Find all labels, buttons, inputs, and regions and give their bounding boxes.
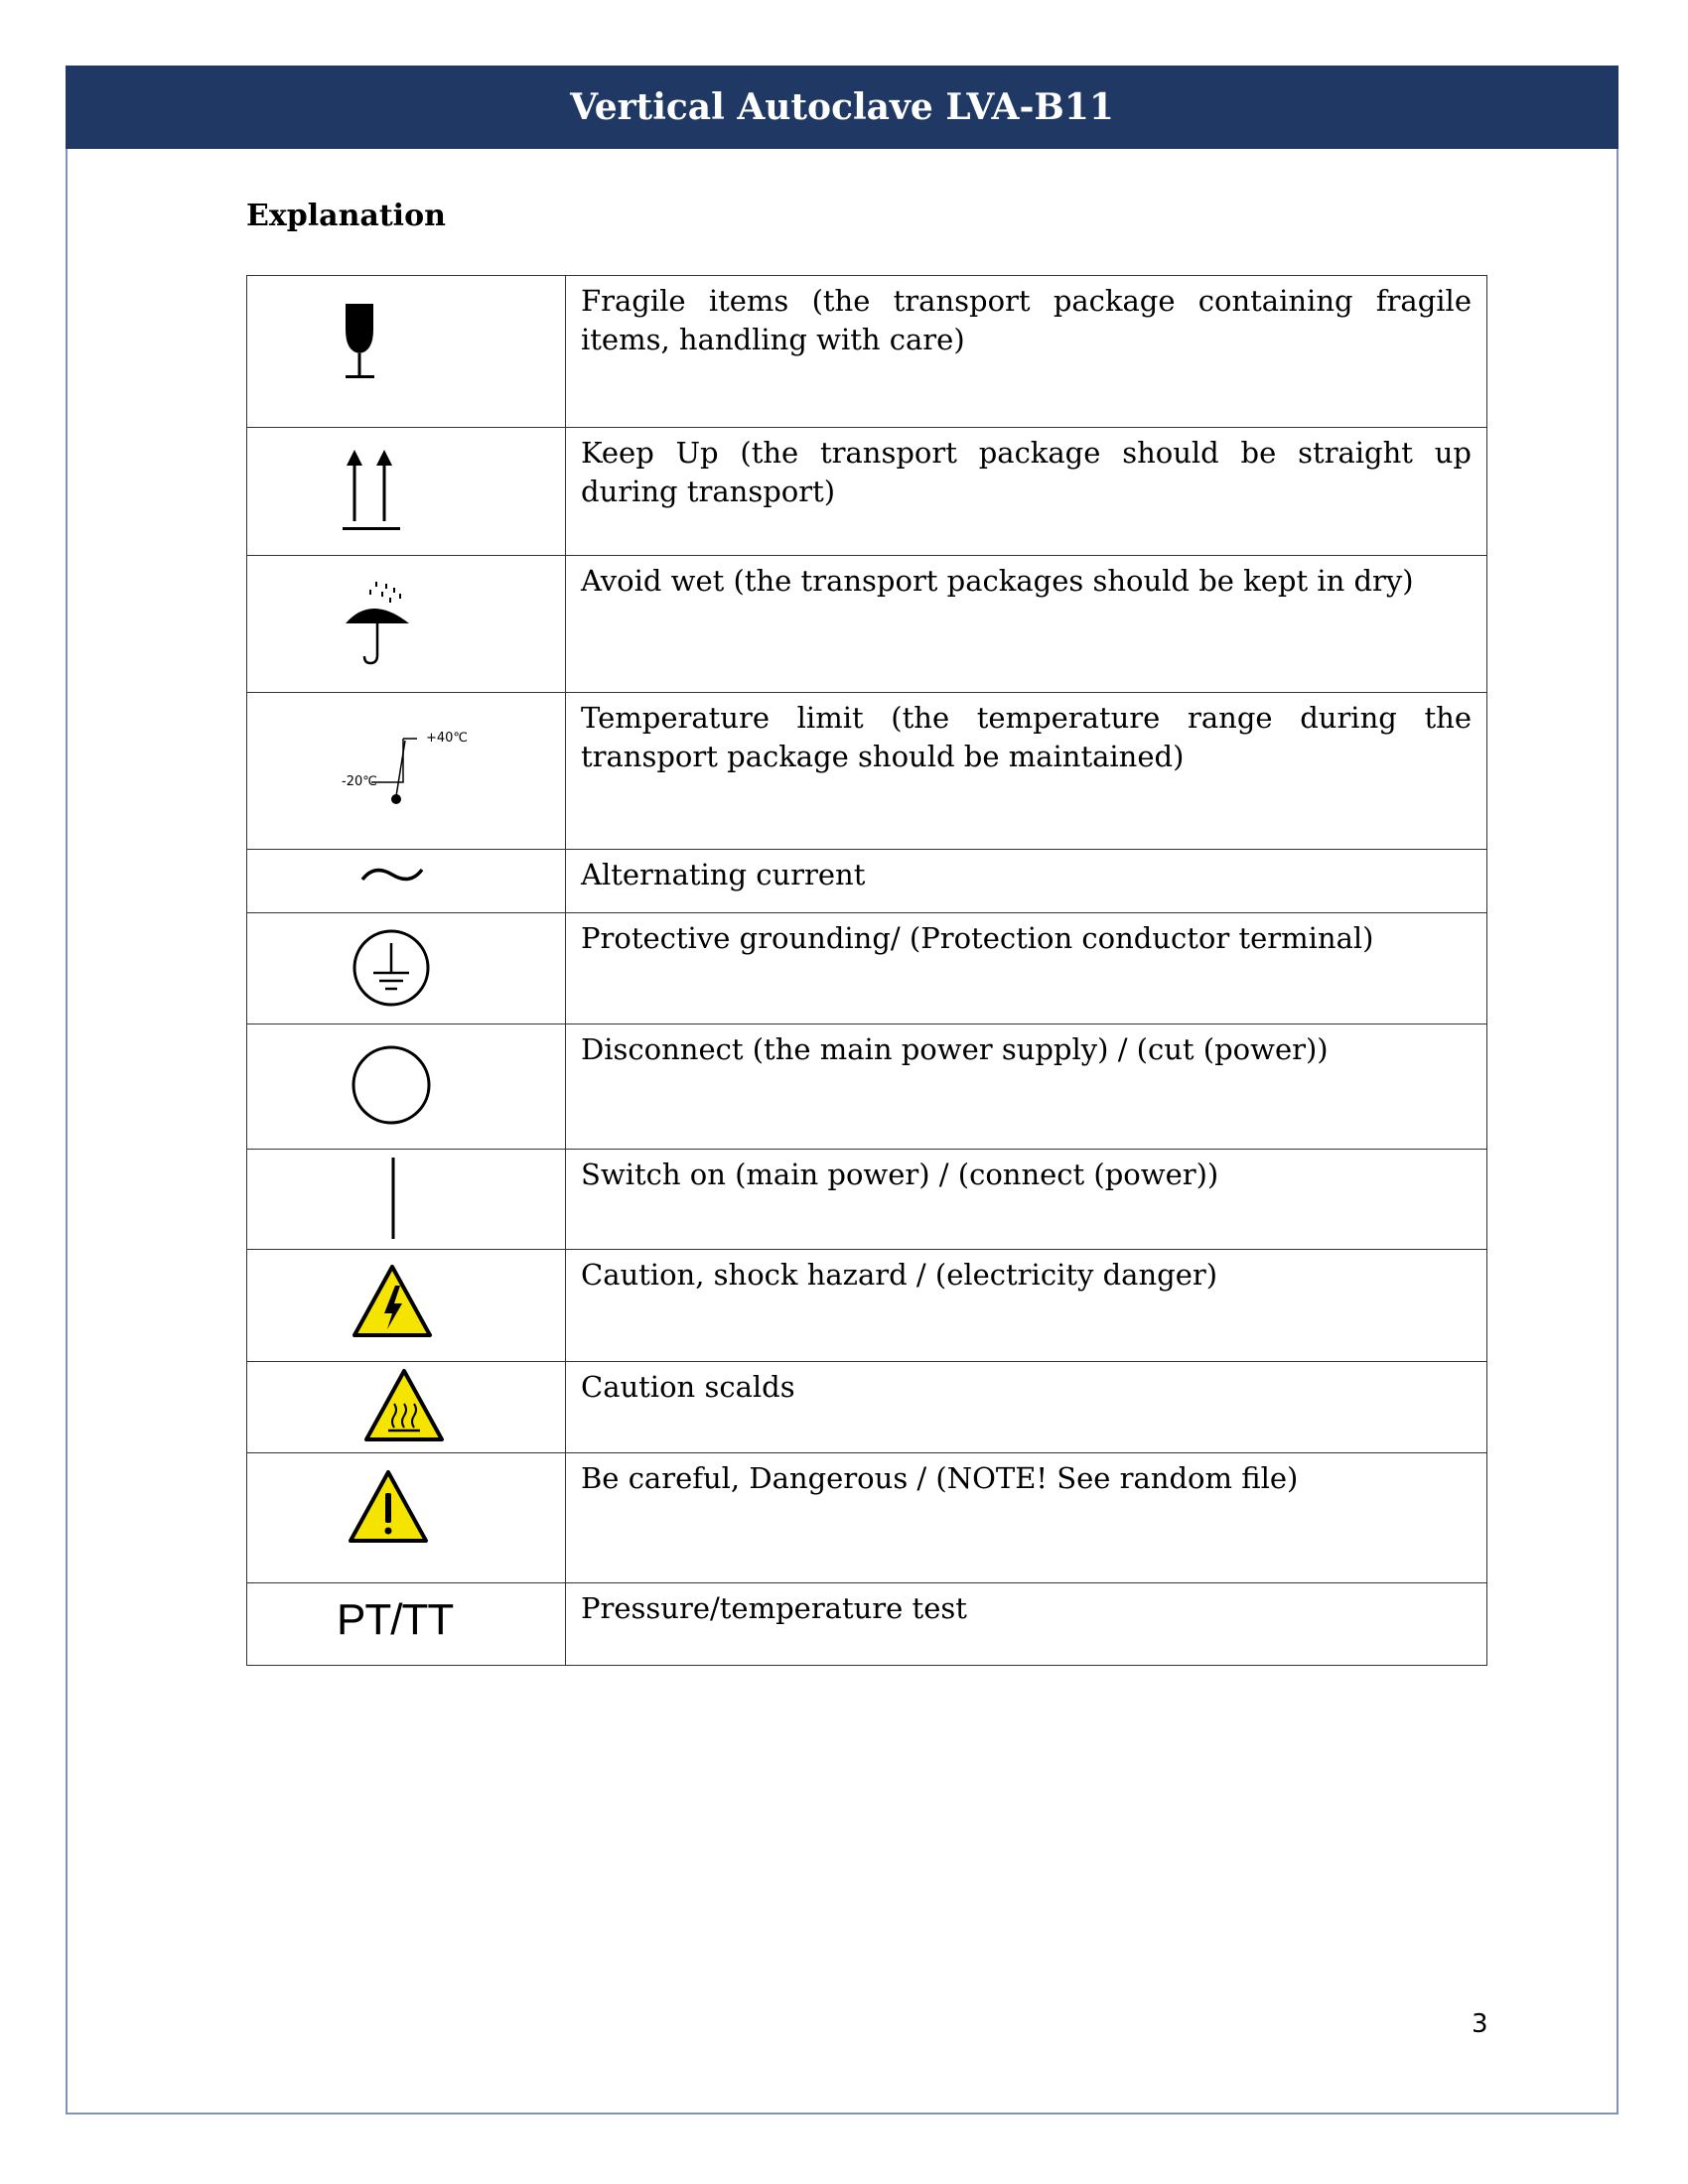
this-way-up-arrows-icon (343, 448, 412, 537)
document-header (66, 66, 1618, 149)
symbol-cell (247, 850, 566, 913)
symbol-description: Alternating current (566, 850, 1487, 913)
symbol-cell (247, 428, 566, 556)
symbol-cell (247, 1583, 566, 1666)
symbol-description: Temperature limit (the temperature range during the transport package should be maintained) (566, 693, 1487, 850)
table-row (247, 693, 1487, 850)
symbols-table (246, 275, 1487, 1666)
table-row (247, 913, 1487, 1024)
symbol-description: Disconnect (the main power supply) / (cut (power)) (566, 1024, 1487, 1150)
symbol-cell (247, 276, 566, 428)
symbol-cell (247, 1150, 566, 1250)
pt-tt-label-icon: PT/TT (337, 1595, 454, 1644)
table-row (247, 276, 1487, 428)
section-heading: Explanation (246, 199, 446, 233)
table-row (247, 1583, 1487, 1666)
power-on-line-icon (388, 1156, 408, 1245)
keep-dry-umbrella-icon (342, 580, 421, 669)
symbol-cell (247, 1250, 566, 1362)
symbol-cell (247, 1362, 566, 1453)
table-row (247, 1150, 1487, 1250)
symbol-description: Caution scalds (566, 1362, 1487, 1453)
symbol-description: Fragile items (the transport package containing fragile items, handling with care) (566, 276, 1487, 428)
symbol-cell (247, 1024, 566, 1150)
symbol-cell (247, 693, 566, 850)
alternating-current-icon (358, 860, 428, 889)
page-number: 3 (1472, 2009, 1488, 2039)
table-row (247, 1362, 1487, 1453)
table-row (247, 1453, 1487, 1583)
symbol-description: Keep Up (the transport package should be straight up during transport) (566, 428, 1487, 556)
table-row (247, 428, 1487, 556)
table-row (247, 556, 1487, 693)
symbol-description: Be careful, Dangerous / (NOTE! See random file) (566, 1453, 1487, 1583)
symbol-description: Protective grounding/ (Protection conductor terminal) (566, 913, 1487, 1024)
symbol-description: Caution, shock hazard / (electricity danger) (566, 1250, 1487, 1362)
temperature-lower-label: -20℃ (342, 774, 377, 789)
symbol-description: Switch on (main power) / (connect (power)) (566, 1150, 1487, 1250)
table-row (247, 1250, 1487, 1362)
symbol-description: Pressure/temperature test (566, 1583, 1487, 1666)
symbol-cell (247, 913, 566, 1024)
protective-ground-icon (351, 925, 440, 1015)
hot-surface-warning-icon (364, 1368, 454, 1447)
symbol-cell (247, 1453, 566, 1583)
temperature-upper-label: +40℃ (426, 731, 469, 746)
table-row (247, 850, 1487, 913)
symbol-cell (247, 556, 566, 693)
fragile-glass-icon (332, 300, 391, 389)
electric-shock-warning-icon (352, 1264, 442, 1343)
document-title: Vertical Autoclave LVA-B11 (570, 86, 1114, 128)
general-warning-icon (349, 1469, 438, 1549)
table-row (247, 1024, 1487, 1150)
power-off-circle-icon (351, 1042, 440, 1132)
symbol-description: Avoid wet (the transport packages should be kept in dry) (566, 556, 1487, 693)
